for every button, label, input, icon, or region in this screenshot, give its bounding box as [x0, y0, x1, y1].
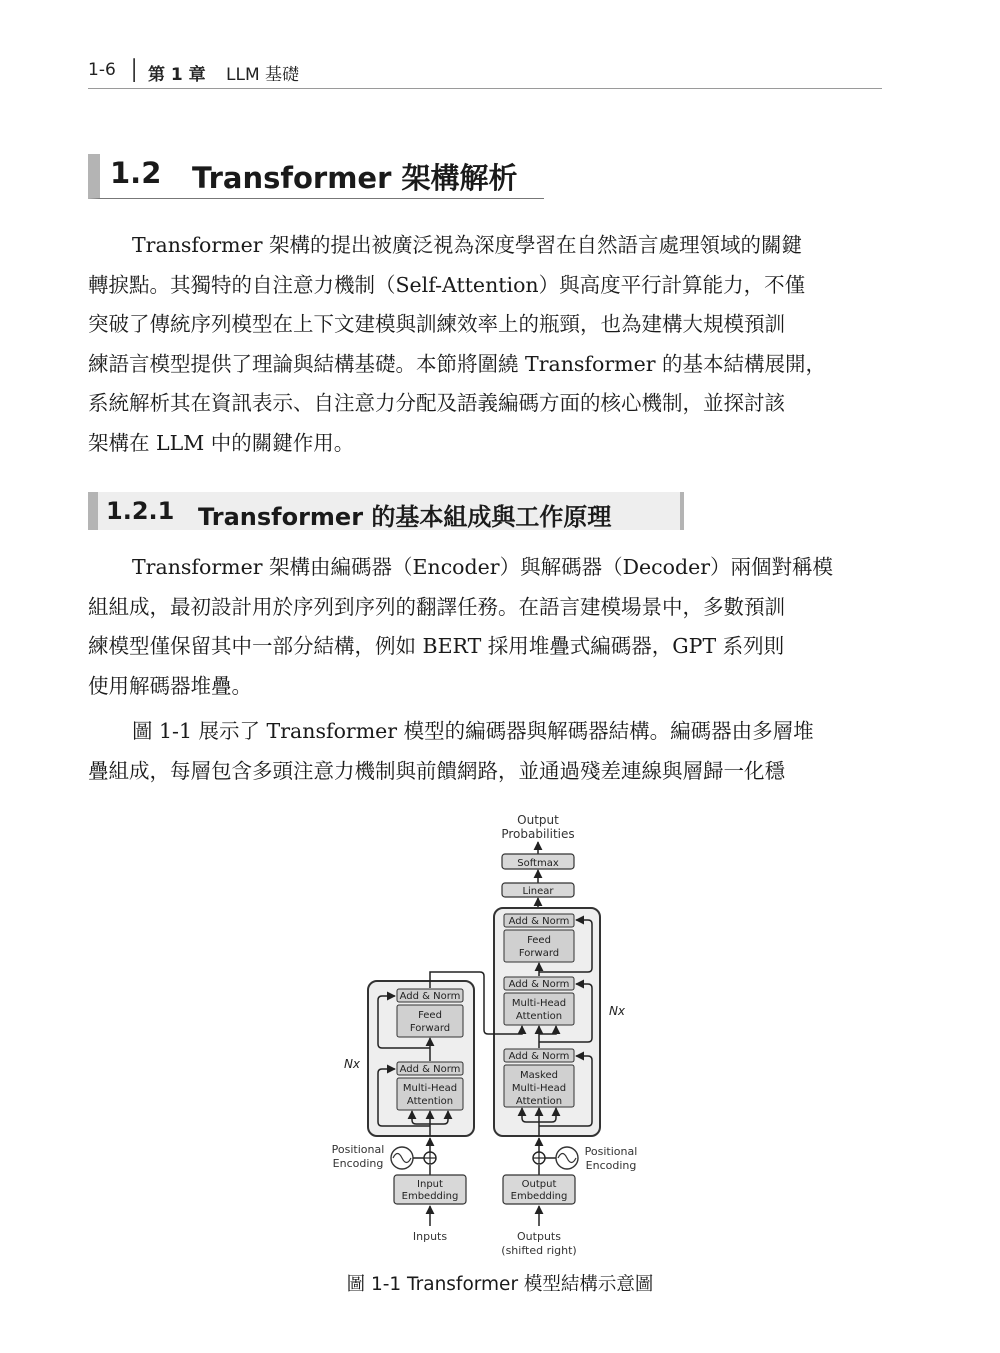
inputs-label: Inputs [412, 1230, 448, 1243]
text-line: 轉捩點。其獨特的自注意力機制（Self-Attention）與高度平行計算能力，不僅 [88, 272, 806, 297]
section-number: 1.2 [110, 156, 162, 190]
text-line: 使用解碼器堆疊。 [88, 673, 252, 698]
running-header [88, 60, 882, 89]
subsection-number: 1.2.1 [106, 497, 175, 525]
outputs-label: (shifted right) [501, 1244, 577, 1257]
linear-label: Linear [522, 886, 554, 897]
output-embedding-label: Embedding [510, 1191, 568, 1202]
output-probabilities-label: Probabilities [501, 827, 575, 841]
header-separator: │ [128, 58, 141, 82]
feed-forward-label: Forward [518, 948, 560, 959]
feed-forward-label: Feed [527, 935, 551, 946]
feed-forward-label: Feed [418, 1010, 442, 1021]
output-probabilities-label: Output [517, 813, 559, 827]
section-title: Transformer 架構解析 [192, 161, 518, 195]
add-norm-label: Add & Norm [508, 916, 570, 927]
text-line: 練語言模型提供了理論與結構基礎。本節將圍繞 Transformer 的基本結構展開， [88, 351, 827, 376]
chapter-label: 第 1 章 [148, 65, 206, 85]
text-line: 系統解析其在資訊表示、自注意力分配及語義編碼方面的核心機制，並探討該 [88, 391, 785, 415]
text-line: 圖 1-1 展示了 Transformer 模型的編碼器與解碼器結構。編碼器由多層堆 [132, 719, 814, 743]
text-line: Transformer 架構由編碼器（Encoder）與解碼器（Decoder）兩個對稱模 [132, 555, 834, 579]
input-embedding-label: Input [417, 1179, 443, 1190]
text-line: 疊組成，每層包含多頭注意力機制與前饋網路，並通過殘差連線與層歸一化穩 [88, 758, 785, 783]
positional-encoding-label: Positional [331, 1143, 385, 1156]
add-norm-label: Add & Norm [508, 979, 570, 990]
encoder-nx-label: Nx [343, 1057, 361, 1071]
decoder-nx-label: Nx [608, 1004, 626, 1018]
text-line: Transformer 架構的提出被廣泛視為深度學習在自然語言處理領域的關鍵 [132, 233, 803, 257]
subsection-title: Transformer 的基本組成與工作原理 [198, 503, 612, 531]
figure-caption: 圖 1-1 Transformer 模型結構示意圖 [346, 1274, 654, 1295]
multi-head-attention-label: Multi-Head [402, 1083, 458, 1094]
input-embedding-label: Embedding [401, 1191, 459, 1202]
masked-attention-label: Masked [520, 1070, 558, 1081]
encoder-stack [368, 981, 474, 1136]
masked-attention-label: Multi-Head [511, 1083, 567, 1094]
positional-encoding-label: Positional [584, 1145, 638, 1158]
text-line: 練模型僅保留其中一部分結構，例如 BERT 採用堆疊式編碼器，GPT 系列則 [88, 634, 785, 658]
output-embedding-label: Output [521, 1179, 557, 1190]
text-line: 架構在 LLM 中的關鍵作用。 [88, 430, 355, 455]
add-norm-label: Add & Norm [508, 1051, 570, 1062]
add-norm-label: Add & Norm [399, 991, 461, 1002]
masked-attention-label: Attention [515, 1096, 563, 1107]
positional-encoding-label: Encoding [332, 1157, 384, 1170]
add-norm-label: Add & Norm [399, 1064, 461, 1075]
section-heading [88, 154, 544, 199]
text-line: 組組成，最初設計用於序列到序列的翻譯任務。在語言建模場景中，多數預訓 [88, 594, 785, 619]
positional-encoding-label: Encoding [585, 1159, 637, 1172]
subsection-heading [88, 492, 684, 530]
text-line: 突破了傳統序列模型在上下文建模與訓練效率上的瓶頸，也為建構大規模預訓 [88, 312, 785, 336]
paragraph-intro [88, 226, 882, 463]
paragraph-encoder-decoder [88, 548, 882, 706]
chapter-title: LLM 基礎 [226, 65, 300, 85]
multi-head-attention-label: Multi-Head [511, 998, 567, 1009]
transformer-diagram [320, 808, 660, 1270]
page-number: 1-6 [88, 60, 116, 80]
feed-forward-label: Forward [409, 1023, 451, 1034]
multi-head-attention-label: Attention [406, 1096, 454, 1107]
multi-head-attention-label: Attention [515, 1011, 563, 1022]
softmax-label: Softmax [517, 858, 559, 869]
outputs-label: Outputs [517, 1230, 561, 1243]
paragraph-figure-intro [88, 712, 882, 791]
